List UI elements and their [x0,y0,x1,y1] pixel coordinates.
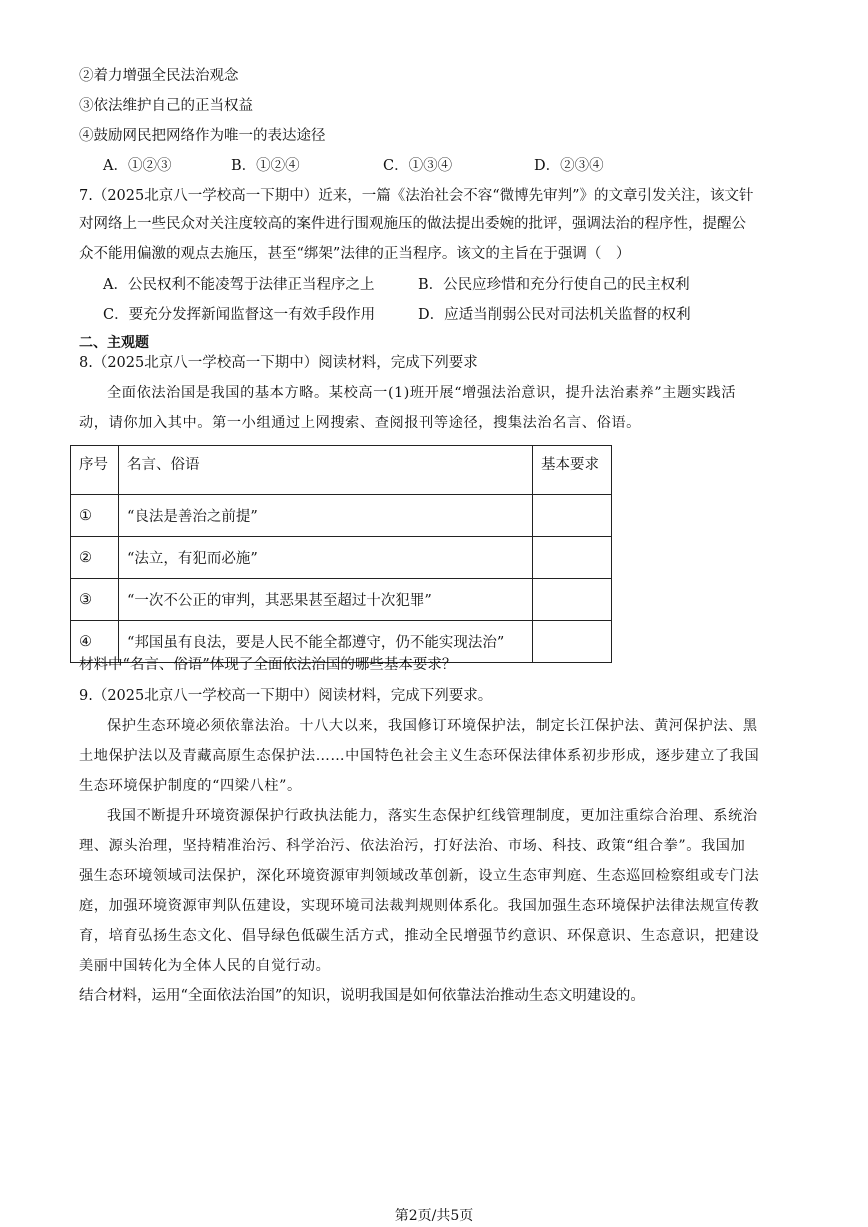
row-index: ③ [71,579,119,621]
q9-material-line-5: 理、源头治理，坚持精准治污、科学治污、依法治污，打好法治、市场、科技、政策“组合拳”。我国加 [79,838,746,854]
header-requirement: 基本要求 [533,446,612,495]
q9-material-line-7: 庭，加强环境资源审判队伍建设，实现环境司法裁判规则体系化。我国加强生态环境保护法律法规宣传教 [79,898,760,914]
q7-stem-line-2: 对网络上一些民众对关注度较高的案件进行围观施压的做法提出委婉的批评，强调法治的程序性，提醒公 [79,216,746,232]
q8-material-line-1: 全面依法治国是我国的基本方略。某校高一(1)班开展“增强法治意识，提升法治素养”主题实践活 [107,385,737,401]
row-index: ② [71,537,119,579]
section-title: 二、主观题 [79,335,149,351]
page-number: 第2页/共5页 [394,1208,474,1224]
q6-option-a[interactable]: A．①②③ [103,158,172,174]
row-requirement-cell[interactable] [533,579,612,621]
header-quote: 名言、俗语 [119,446,533,495]
q7-stem-line-3: 众不能用偏激的观点去施压，甚至“绑架”法律的正当程序。该文的主旨在于强调（ ） [79,246,631,262]
row-index: ④ [71,621,119,663]
quotes-table [70,445,612,663]
row-quote: “一次不公正的审判，其恶果甚至超过十次犯罪” [119,579,533,621]
q9-material-line-8: 育，培育弘扬生态文化、倡导绿色低碳生活方式，推动全民增强节约意识、环保意识、生态意识，把建设 [79,928,760,944]
q7-option-c[interactable]: C．要充分发挥新闻监督这一有效手段作用 [103,307,376,323]
q7-stem-line-1: 7.（2025北京八一学校高一下期中）近来，一篇《法治社会不容“微博先审判”》的文章引发关注，该文针 [79,188,754,204]
q6-statement-4: ④鼓励网民把网络作为唯一的表达途径 [79,128,326,144]
q7-option-b[interactable]: B．公民应珍惜和充分行使自己的民主权利 [418,277,690,293]
row-quote: “邦国虽有良法，要是人民不能全都遵守，仍不能实现法治” [119,621,533,663]
row-index: ① [71,495,119,537]
q6-option-b[interactable]: B．①②④ [231,158,300,174]
q9-material-line-6: 强生态环境领域司法保护，深化环境资源审判领域改革创新，设立生态审判庭、生态巡回检察组或专门法 [79,868,760,884]
q9-material-line-2: 土地保护法以及青藏高原生态保护法……中国特色社会主义生态环保法律体系初步形成，逐步建立了我国 [79,748,760,764]
row-requirement-cell[interactable] [533,495,612,537]
q9-material-line-3: 生态环境保护制度的“四梁八柱”。 [79,778,302,794]
q9-stem: 9.（2025北京八一学校高一下期中）阅读材料，完成下列要求。 [79,688,493,704]
row-requirement-cell[interactable] [533,537,612,579]
q6-option-d[interactable]: D．②③④ [534,158,604,174]
q9-question: 结合材料，运用“全面依法治国”的知识，说明我国是如何依靠法治推动生态文明建设的。 [79,988,645,1004]
q8-stem: 8.（2025北京八一学校高一下期中）阅读材料，完成下列要求 [79,355,478,371]
q7-option-d[interactable]: D．应适当削弱公民对司法机关监督的权利 [418,307,691,323]
table-row [71,579,612,621]
q6-statement-2: ②着力增强全民法治观念 [79,68,239,84]
q7-option-a[interactable]: A．公民权利不能凌驾于法律正当程序之上 [103,277,375,293]
table-row [71,537,612,579]
q8-question: 材料中“名言、俗语”体现了全面依法治国的哪些基本要求？ [79,657,457,673]
table-header-row [71,446,612,495]
q6-statement-3: ③依法维护自己的正当权益 [79,98,253,114]
row-quote: “法立，有犯而必施” [119,537,533,579]
q6-option-c[interactable]: C．①③④ [383,158,453,174]
q9-material-line-4: 我国不断提升环境资源保护行政执法能力，落实生态保护红线管理制度，更加注重综合治理、系统治 [107,808,758,824]
q9-material-line-1: 保护生态环境必须依靠法治。十八大以来，我国修订环境保护法，制定长江保护法、黄河保护法、黑 [107,718,758,734]
table-row [71,495,612,537]
q8-material-line-2: 动，请你加入其中。第一小组通过上网搜索、查阅报刊等途径，搜集法治名言、俗语。 [79,415,641,431]
row-quote: “良法是善治之前提” [119,495,533,537]
header-index: 序号 [71,446,119,495]
q9-material-line-9: 美丽中国转化为全体人民的自觉行动。 [79,958,331,974]
row-requirement-cell[interactable] [533,621,612,663]
